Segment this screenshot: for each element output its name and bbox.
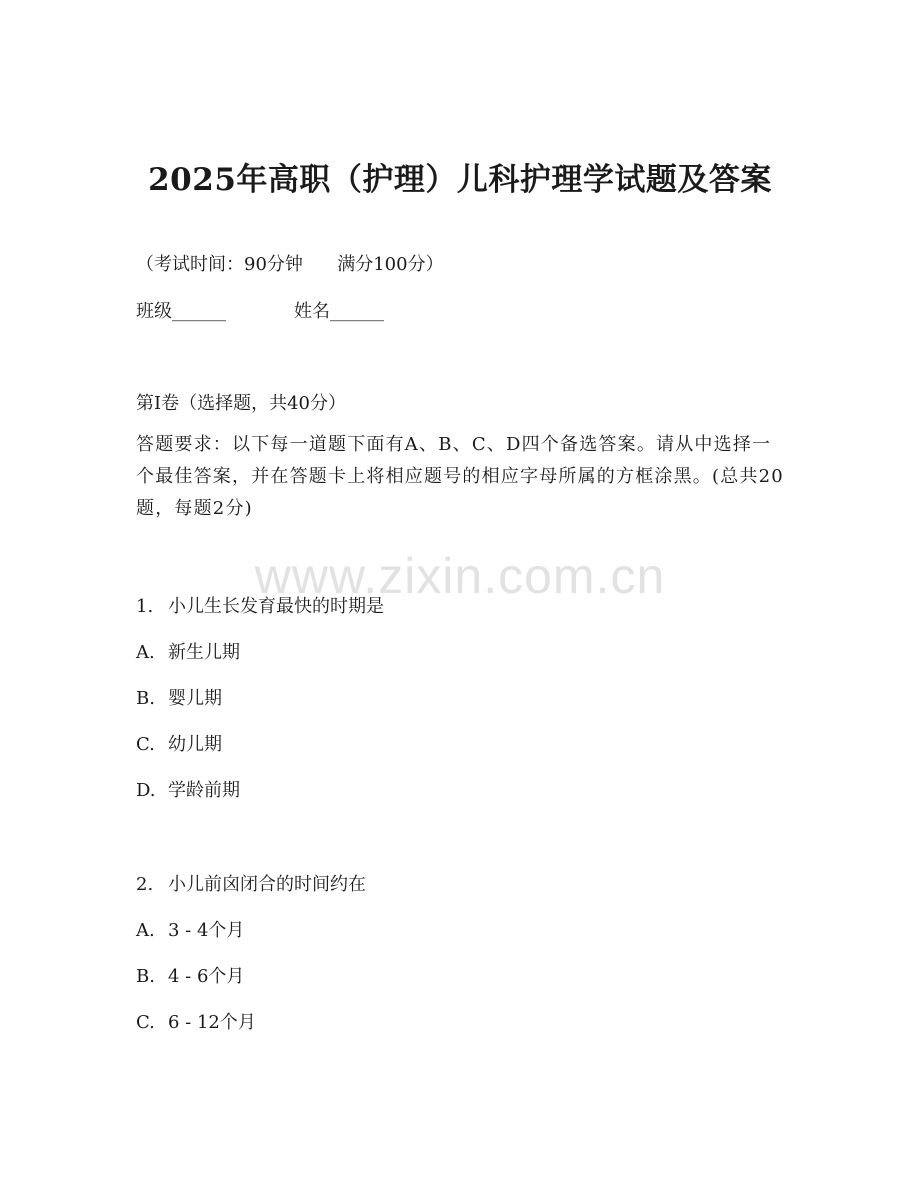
option-text: 4 - 6个月 [168, 966, 245, 987]
option-2b [136, 962, 244, 992]
question-1 [136, 592, 384, 622]
option-2c [136, 1008, 256, 1038]
name-field-label: 姓名______ [294, 301, 384, 322]
question-number: 1. [136, 596, 154, 617]
exam-info: （考试时间：90分钟 满分100分） [136, 254, 444, 275]
question-text: 小儿前囟闭合的时间约在 [168, 874, 366, 895]
instructions-paragraph: 答题要求：以下每一道题下面有A、B、C、D四个备选答案。请从中选择一个最佳答案，并在答题卡上将相应题号的相应字母所属的方框涂黑。(总共20题，每题2分) [136, 434, 784, 519]
option-letter: A. [136, 920, 155, 941]
option-letter: B. [136, 966, 155, 987]
option-letter: C. [136, 1012, 155, 1033]
option-1d [136, 776, 240, 806]
option-text: 婴儿期 [168, 688, 222, 709]
question-number: 2. [136, 874, 154, 895]
page-title: 2025年高职（护理）儿科护理学试题及答案 [148, 162, 772, 198]
option-text: 6 - 12个月 [168, 1012, 256, 1033]
option-1b [136, 684, 222, 714]
option-letter: A. [136, 642, 155, 663]
option-1a [136, 638, 240, 668]
section-title: 第I卷（选择题，共40分） [136, 393, 347, 414]
question-2 [136, 870, 366, 900]
option-2a [136, 916, 244, 946]
watermark: www.zixin.com.cn [254, 548, 666, 604]
class-field-label: 班级______ [136, 301, 226, 322]
option-letter: C. [136, 734, 155, 755]
option-letter: B. [136, 688, 155, 709]
option-letter: D. [136, 780, 156, 801]
option-text: 学龄前期 [168, 780, 240, 801]
option-1c [136, 730, 222, 760]
question-text: 小儿生长发育最快的时期是 [168, 596, 384, 617]
option-text: 新生儿期 [168, 642, 240, 663]
option-text: 3 - 4个月 [168, 920, 245, 941]
option-text: 幼儿期 [168, 734, 222, 755]
